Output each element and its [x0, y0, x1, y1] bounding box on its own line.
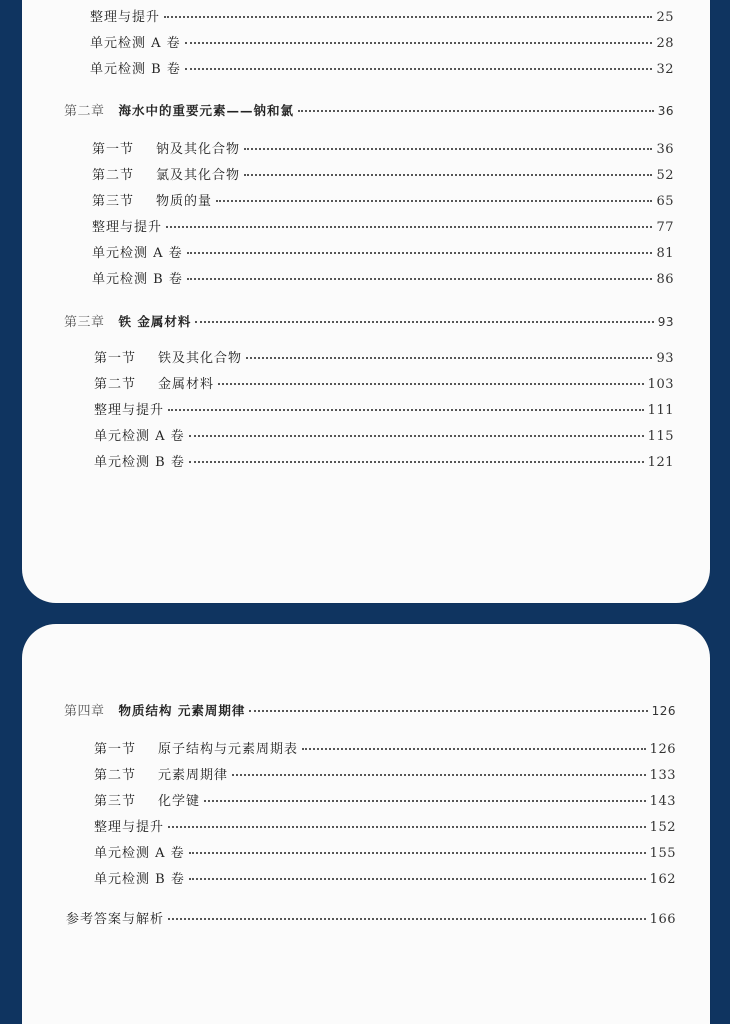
dot-leader	[249, 709, 647, 712]
toc-entry[interactable]	[92, 246, 674, 262]
toc-entry-label: 单元检测 B 卷	[94, 455, 185, 470]
dot-leader	[166, 225, 652, 228]
toc-entry-label: 单元检测 B 卷	[92, 272, 183, 287]
toc-entry[interactable]	[92, 272, 674, 288]
toc-entry-page: 77	[656, 220, 674, 235]
chapter-number: 第三章	[64, 315, 105, 330]
toc-entry[interactable]	[90, 10, 674, 26]
dot-leader	[189, 851, 646, 854]
dot-leader	[164, 15, 652, 18]
toc-entry-page: 36	[656, 142, 674, 157]
toc-page-top	[22, 0, 710, 603]
section-number: 第一节	[92, 142, 135, 157]
dot-leader	[244, 147, 652, 150]
chapter-page: 126	[651, 704, 676, 718]
toc-entry[interactable]	[92, 142, 674, 158]
section-number: 第三节	[94, 794, 137, 809]
toc-entry[interactable]	[94, 377, 674, 393]
toc-entry-label: 单元检测 A 卷	[90, 36, 181, 51]
chapter-number: 第二章	[64, 104, 105, 119]
dot-leader	[216, 199, 652, 202]
toc-entry-label: 元素周期律	[158, 768, 229, 783]
toc-entry[interactable]	[92, 168, 674, 184]
toc-entry-page: 155	[649, 846, 676, 861]
toc-entry[interactable]	[94, 872, 676, 888]
toc-entry[interactable]	[92, 194, 674, 210]
toc-entry-label: 钠及其化合物	[156, 142, 241, 157]
toc-entry-label: 整理与提升	[94, 403, 165, 418]
chapter-heading[interactable]	[64, 703, 676, 720]
toc-entry-page: 25	[656, 10, 674, 25]
chapter-title: 海水中的重要元素——钠和氯	[118, 103, 295, 118]
toc-entry-page: 126	[649, 742, 676, 757]
chapter-page: 36	[657, 104, 674, 118]
toc-entry-page: 81	[656, 246, 674, 261]
chapter-heading[interactable]	[64, 314, 674, 331]
section-number: 第三节	[92, 194, 135, 209]
toc-entry[interactable]	[94, 742, 676, 758]
dot-leader	[189, 434, 644, 437]
toc-entry-page: 86	[656, 272, 674, 287]
toc-entry-label: 整理与提升	[94, 820, 165, 835]
toc-entry-answers[interactable]	[66, 912, 676, 928]
toc-entry[interactable]	[92, 220, 674, 236]
toc-entry-label: 物质的量	[156, 194, 213, 209]
dot-leader	[187, 277, 653, 280]
toc-entry[interactable]	[94, 820, 676, 836]
toc-entry-page: 52	[656, 168, 674, 183]
dot-leader	[189, 460, 644, 463]
section-number: 第二节	[94, 377, 137, 392]
toc-entry[interactable]	[90, 36, 674, 52]
dot-leader	[218, 382, 644, 385]
toc-entry-page: 32	[656, 62, 674, 77]
section-number: 第二节	[92, 168, 135, 183]
toc-entry-page: 121	[647, 455, 674, 470]
chapter-heading[interactable]	[64, 103, 674, 120]
chapter-title: 物质结构 元素周期律	[118, 703, 246, 718]
toc-entry-label: 单元检测 A 卷	[94, 846, 185, 861]
dot-leader	[232, 773, 646, 776]
dot-leader	[195, 320, 653, 323]
toc-entry[interactable]	[94, 794, 676, 810]
toc-entry[interactable]	[90, 62, 674, 78]
toc-entry-page: 166	[649, 912, 676, 927]
toc-entry-page: 111	[647, 403, 674, 418]
dot-leader	[244, 173, 652, 176]
dot-leader	[302, 747, 646, 750]
toc-entry-page: 65	[656, 194, 674, 209]
toc-entry-label: 化学键	[158, 794, 201, 809]
toc-page-bottom	[22, 624, 710, 1024]
toc-entry-label: 单元检测 A 卷	[92, 246, 183, 261]
section-number: 第一节	[94, 351, 137, 366]
chapter-title: 铁 金属材料	[118, 314, 192, 329]
section-number: 第二节	[94, 768, 137, 783]
dot-leader	[187, 251, 653, 254]
dot-leader	[168, 408, 644, 411]
dot-leader	[189, 877, 646, 880]
toc-entry[interactable]	[94, 351, 674, 367]
dot-leader	[246, 356, 652, 359]
toc-entry-page: 133	[649, 768, 676, 783]
toc-entry-label: 整理与提升	[90, 10, 161, 25]
toc-entry-page: 103	[647, 377, 674, 392]
chapter-page: 93	[657, 315, 674, 329]
toc-entry-label: 原子结构与元素周期表	[158, 742, 299, 757]
toc-entry-label: 铁及其化合物	[158, 351, 243, 366]
toc-entry-page: 93	[656, 351, 674, 366]
dot-leader	[185, 41, 653, 44]
toc-entry-page: 162	[649, 872, 676, 887]
toc-entry-label: 氯及其化合物	[156, 168, 241, 183]
toc-entry-page: 115	[647, 429, 674, 444]
dot-leader	[168, 825, 646, 828]
toc-entry-page: 28	[656, 36, 674, 51]
toc-entry-label: 单元检测 A 卷	[94, 429, 185, 444]
toc-entry-page: 143	[649, 794, 676, 809]
toc-entry[interactable]	[94, 768, 676, 784]
toc-entry[interactable]	[94, 455, 674, 471]
dot-leader	[185, 67, 653, 70]
toc-entry-label: 单元检测 B 卷	[90, 62, 181, 77]
section-number: 第一节	[94, 742, 137, 757]
toc-entry-page: 152	[649, 820, 676, 835]
toc-entry-label: 金属材料	[158, 377, 215, 392]
toc-entry[interactable]	[94, 429, 674, 445]
toc-entry-label: 整理与提升	[92, 220, 163, 235]
dot-leader	[204, 799, 646, 802]
chapter-number: 第四章	[64, 704, 105, 719]
toc-entry-label: 单元检测 B 卷	[94, 872, 185, 887]
dot-leader	[168, 917, 646, 920]
toc-entry[interactable]	[94, 403, 674, 419]
toc-entry-label: 参考答案与解析	[66, 912, 165, 927]
toc-entry[interactable]	[94, 846, 676, 862]
dot-leader	[298, 109, 654, 112]
